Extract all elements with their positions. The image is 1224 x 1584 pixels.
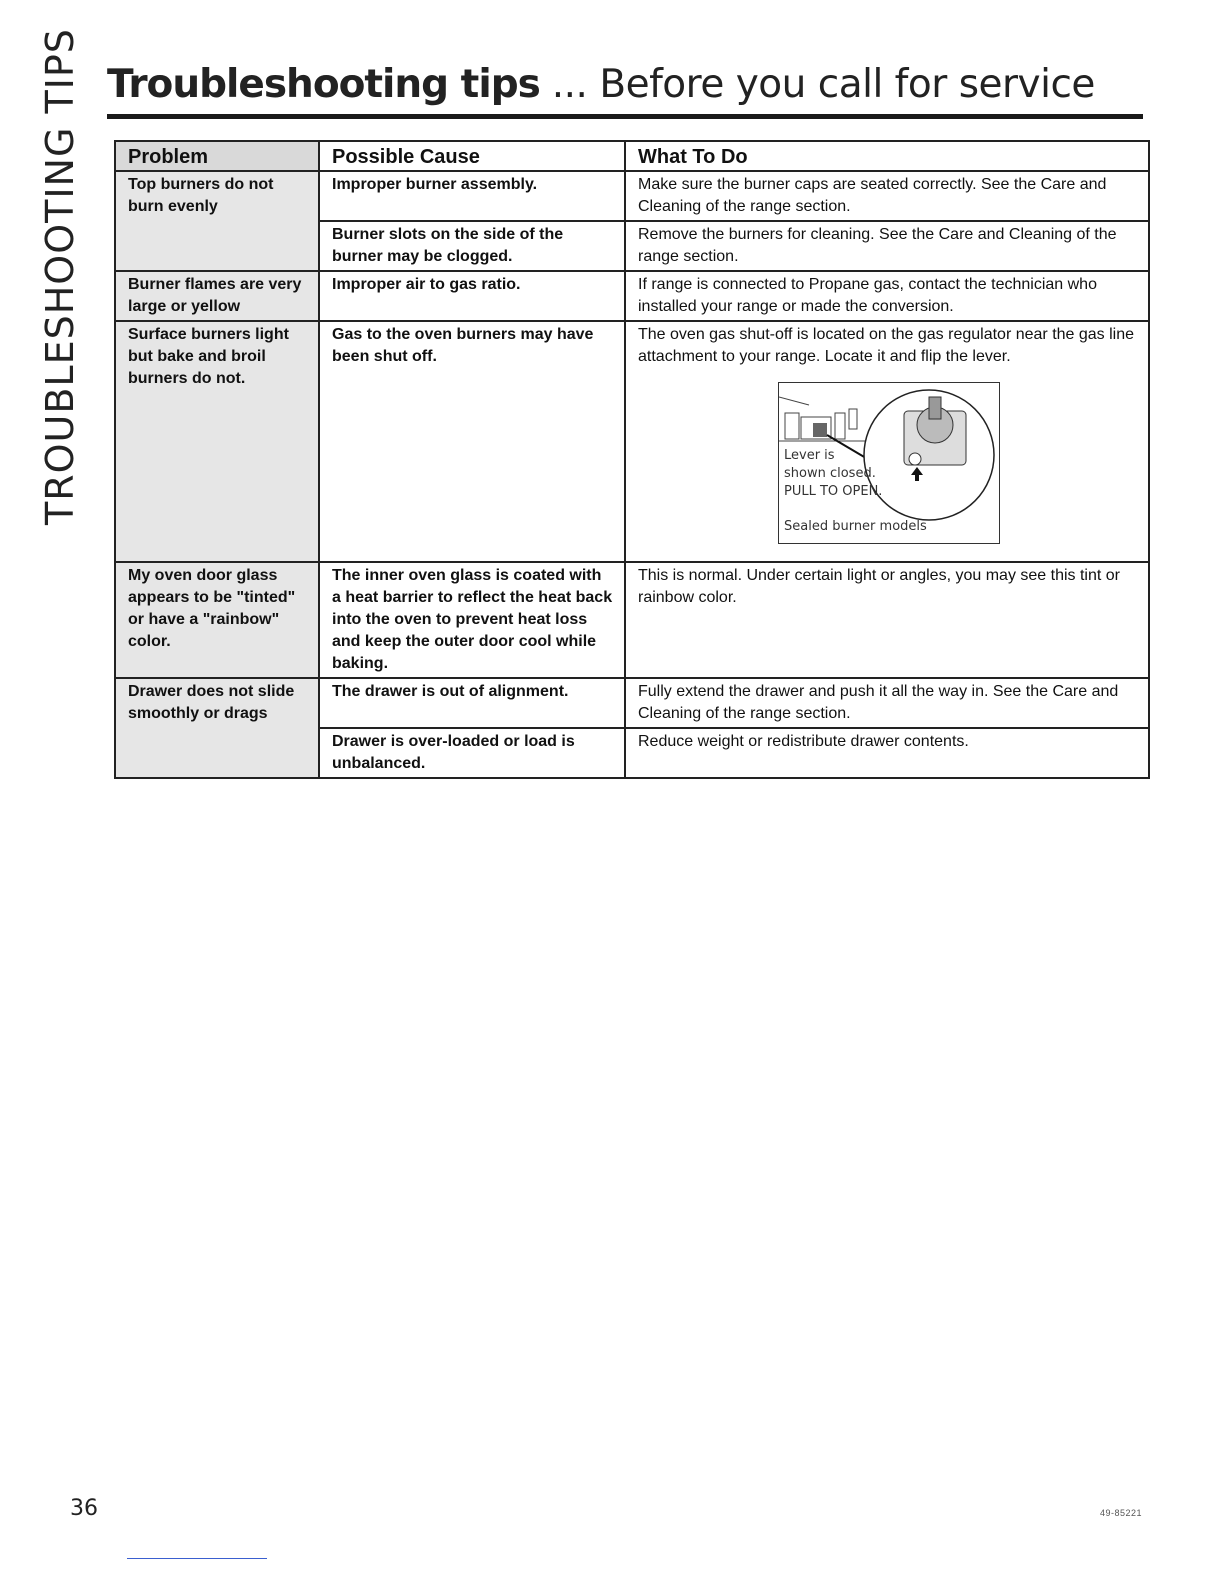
side-tab-label: TROUBLESHOOTING TIPS bbox=[38, 28, 82, 525]
table-row bbox=[115, 171, 1149, 221]
todo-cell: If range is connected to Propane gas, contact the technician who installed your range or made the conversion. bbox=[625, 271, 1149, 321]
page-title bbox=[107, 62, 1095, 107]
title-rule bbox=[107, 114, 1143, 119]
table-row bbox=[115, 271, 1149, 321]
todo-cell-with-figure bbox=[625, 321, 1149, 562]
section-side-tab bbox=[38, 28, 82, 525]
table-row bbox=[115, 321, 1149, 562]
todo-cell: Make sure the burner caps are seated correctly. See the Care and Cleaning of the range section. bbox=[625, 171, 1149, 221]
page-number: 36 bbox=[70, 1496, 98, 1521]
lever-label-3: PULL TO OPEN. bbox=[784, 484, 883, 499]
todo-cell: This is normal. Under certain light or angles, you may see this tint or rainbow color. bbox=[625, 562, 1149, 678]
page-title-rest: ... Before you call for service bbox=[539, 62, 1095, 107]
table-row bbox=[115, 678, 1149, 728]
cause-cell: The inner oven glass is coated with a heat barrier to reflect the heat back into the oven to prevent heat loss and keep the outer door cool while baking. bbox=[319, 562, 625, 678]
todo-cell: Remove the burners for cleaning. See the Care and Cleaning of the range section. bbox=[625, 221, 1149, 271]
header-problem: Problem bbox=[115, 141, 319, 171]
table-row bbox=[115, 562, 1149, 678]
footer-link-line bbox=[127, 1558, 267, 1559]
header-cause: Possible Cause bbox=[319, 141, 625, 171]
figure-caption: Sealed burner models bbox=[784, 519, 927, 534]
todo-text: The oven gas shut-off is located on the gas regulator near the gas line attachment to your range. Locate it and flip the lever. bbox=[638, 326, 1135, 365]
lever-label-2: shown closed. bbox=[784, 466, 876, 481]
problem-cell: My oven door glass appears to be "tinted" or have a "rainbow" color. bbox=[115, 562, 319, 678]
document-code: 49-85221 bbox=[1100, 1508, 1143, 1518]
cause-cell: Drawer is over-loaded or load is unbalanced. bbox=[319, 728, 625, 778]
cause-cell: Burner slots on the side of the burner may be clogged. bbox=[319, 221, 625, 271]
lever-label-1: Lever is bbox=[784, 448, 835, 463]
gas-regulator-figure bbox=[778, 382, 1000, 544]
page-title-bold: Troubleshooting tips bbox=[107, 62, 540, 107]
cause-cell: The drawer is out of alignment. bbox=[319, 678, 625, 728]
table-header-row bbox=[115, 141, 1149, 171]
todo-cell: Reduce weight or redistribute drawer contents. bbox=[625, 728, 1149, 778]
problem-cell: Burner flames are very large or yellow bbox=[115, 271, 319, 321]
problem-cell: Drawer does not slide smoothly or drags bbox=[115, 678, 319, 778]
problem-cell: Surface burners light but bake and broil burners do not. bbox=[115, 321, 319, 562]
cause-cell: Gas to the oven burners may have been shut off. bbox=[319, 321, 625, 562]
cause-cell: Improper air to gas ratio. bbox=[319, 271, 625, 321]
cause-cell: Improper burner assembly. bbox=[319, 171, 625, 221]
problem-cell: Top burners do not burn evenly bbox=[115, 171, 319, 271]
todo-cell: Fully extend the drawer and push it all the way in. See the Care and Cleaning of the range section. bbox=[625, 678, 1149, 728]
troubleshooting-table bbox=[114, 140, 1150, 779]
header-todo: What To Do bbox=[625, 141, 1149, 171]
